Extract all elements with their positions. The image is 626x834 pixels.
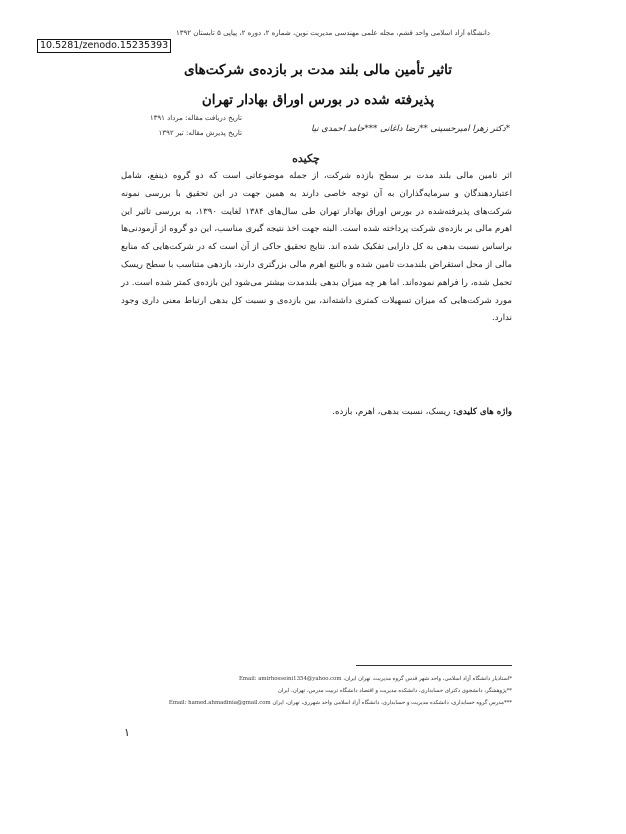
abstract-heading: چکیده [292,152,320,165]
paper-title-line-2: پذیرفته شده در بورس اوراق بهادار تهران [201,92,435,108]
accepted-date: تاریخ پذیرش مقاله: تیر ۱۳۹۲ [158,129,242,137]
footnote-author-3: ***مدرس گروه حسابداری، دانشکده مدیریت و حسابداری، دانشگاه آزاد اسلامی واحد شهرری، تهران، ایران Email: hamed.ahmadinia@gmail.com [168,700,512,706]
keywords-label: واژه های کلیدی: [453,407,512,417]
authors-line: *دکتر زهرا امیرحسینی **رضا داغانی ***حامد احمدی نیا [311,124,510,134]
keywords-values: ریسک، نسبت بدهی، اهرم، بازده. [332,407,451,417]
keywords-line [250,407,512,417]
abstract-body: اثر تامین مالی بلند مدت بر سطح بازده شرکت، از جمله موضوعاتی است که دو گروه ذینفع، شامل اعتباردهندگان و سرمایه‌گذاران به آن توجه خاصی دارند به همین جهت در این تحقیق با بررسی نمونه شرکت‌های پذیرفته‌شده در بورس اوراق بهادار تهران طی سال‌های ۱۳۸۴ لغایت ۱۳۹۰، به بررسی تاثیر این اهرم مالی بر بازده‌ی شرکت پرداخته شده است. البته جهت اخذ نتیجه گیری مناسب، این دو گروه از آزمودنی‌ها براساس نسبت بدهی به کل دارایی تفکیک شده اند. نتایج تحقیق حاکی از آن است که در شرکت‌هایی که منابع مالی از محل استقراض بلندمدت تامین شده و بالتبع اهرم مالی بزرگتری دارند، بازدهی متناسب با سطح ریسک تحمل شده، را فراهم نموده‌اند. اما هر چه میزان بدهی بلندمدت بیشتر می‌شود این بازده‌ی کمتر شده است. در مورد شرکت‌هایی که میزان تسهیلات کمتری داشته‌اند، بین بازده‌ی و نسبت کل بدهی ارتباط معنی داری وجود ندارد. [121,171,512,324]
journal-header: دانشگاه آزاد اسلامی واحد قشم، مجله علمی مهندسی مدیریت نوین، شماره ۲، دوره ۲، پیاپی ۵ تابستان ۱۳۹۲ [175,29,490,37]
footnote-author-1: *استادیار دانشگاه آزاد اسلامی، واحد شهر قدس گروه مدیریت، تهران ایران، Email: amirhosseini1354@yahoo.com [238,676,512,682]
footnote-author-2: **پژوهشگر، دانشجوی دکترای حسابداری، دانشکده مدیریت و اقتصاد دانشگاه تربیت مدرس، تهران، ایران [277,688,512,694]
received-date: تاریخ دریافت مقاله: مرداد ۱۳۹۱ [149,114,242,122]
paper-title-line-1: تاثیر تأمین مالی بلند مدت بر بازده‌ی شرکت‌های [183,62,453,78]
page-number: ۱ [124,726,130,739]
footnote-separator [356,665,512,666]
doi-stamp[interactable]: 10.5281/zenodo.15235393 [37,39,171,53]
